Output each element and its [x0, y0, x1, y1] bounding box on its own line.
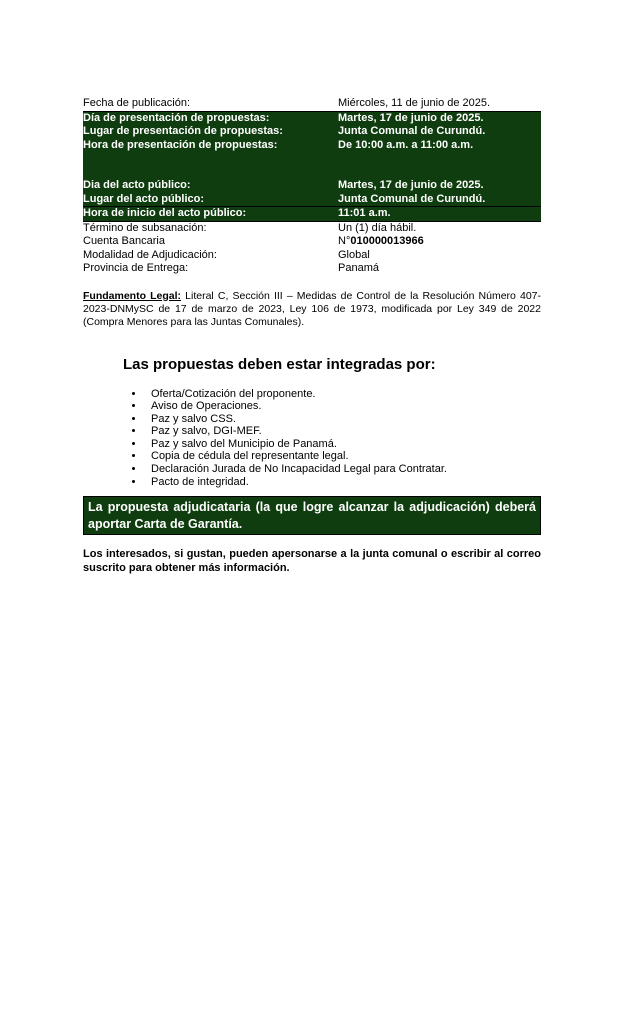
row-value: Un (1) día hábil. [338, 221, 417, 234]
table-row [83, 249, 541, 263]
proposal-list [83, 388, 541, 489]
row-label: Hora de inicio del acto público: [83, 207, 247, 219]
row-value: N°010000013966 [338, 235, 424, 247]
table-row [83, 125, 541, 139]
table-row [83, 97, 541, 111]
row-label [83, 166, 338, 180]
row-value: 11:01 a.m. [338, 207, 391, 219]
proposal-item: • Pacto de integridad. [145, 476, 541, 489]
footer-note: Los interesados, si gustan, pueden apersonarse a la junta comunal o escribir al correo suscrito para obtener más información. [83, 548, 541, 574]
row-label: Modalidad de Adjudicación: [83, 248, 217, 261]
document-page [83, 97, 541, 586]
row-value: Panamá [338, 262, 379, 274]
row-value: Martes, 17 de junio de 2025. [338, 179, 484, 191]
table-row [83, 235, 541, 249]
row-value: De 10:00 a.m. a 11:00 a.m. [338, 138, 474, 151]
table-spacer-row [83, 166, 541, 180]
row-value: Global [338, 248, 370, 261]
proposal-item: • Aviso de Operaciones. [145, 400, 541, 413]
table-spacer-row [83, 152, 541, 166]
row-label: Término de subsanación: [83, 221, 207, 234]
row-label: Fecha de publicación: [83, 97, 191, 109]
row-label: Lugar de presentación de propuestas: [83, 125, 283, 137]
row-label: Hora de presentación de propuestas: [83, 138, 278, 151]
row-label: Dia del acto público: [83, 179, 191, 191]
row-value: Martes, 17 de junio de 2025. [338, 111, 484, 124]
table-row [83, 193, 541, 207]
row-value [338, 152, 541, 166]
row-label [83, 152, 338, 166]
award-banner: La propuesta adjudicataria (la que logre alcanzar la adjudicación) deberá aportar Carta de Garantía. [83, 496, 541, 535]
row-value: Miércoles, 11 de junio de 2025. [338, 97, 491, 109]
table-row [83, 222, 541, 236]
proposal-item: • Paz y salvo, DGI-MEF. [145, 425, 541, 438]
row-label: Cuenta Bancaria [83, 235, 165, 247]
row-value: Junta Comunal de Curundú. [338, 125, 486, 137]
row-label: Provincia de Entrega: [83, 262, 189, 274]
row-label: Día de presentación de propuestas: [83, 111, 270, 124]
row-label: Lugar del acto público: [83, 192, 205, 205]
proposal-item: • Oferta/Cotización del proponente. [145, 388, 541, 401]
table-row [83, 179, 541, 193]
proposal-item: • Paz y salvo CSS. [145, 413, 541, 426]
proposals-heading: Las propuestas deben estar integradas por: [123, 355, 436, 373]
table-row [83, 139, 541, 153]
legal-basis-paragraph [83, 290, 541, 329]
table-row [83, 111, 541, 126]
row-value [338, 166, 541, 180]
row-value: Junta Comunal de Curundú. [338, 192, 486, 205]
table-row [83, 206, 541, 222]
info-table [83, 97, 541, 276]
proposal-item: • Declaración Jurada de No Incapacidad Legal para Contratar. [145, 463, 541, 476]
proposal-item: • Copia de cédula del representante legal. [145, 450, 541, 463]
legal-basis-label: Fundamento Legal: [83, 289, 182, 302]
proposal-item: • Paz y salvo del Municipio de Panamá. [145, 438, 541, 451]
legal-basis-text: Literal C, Sección III – Medidas de Control de la Resolución Número 407-2023-DNMySC de 17 de marzo de 2023, Ley 106 de 1973, modificada por Ley 349 de 2022 (Compra Menores para las Juntas Comunales). [83, 289, 542, 328]
table-row [83, 262, 541, 276]
